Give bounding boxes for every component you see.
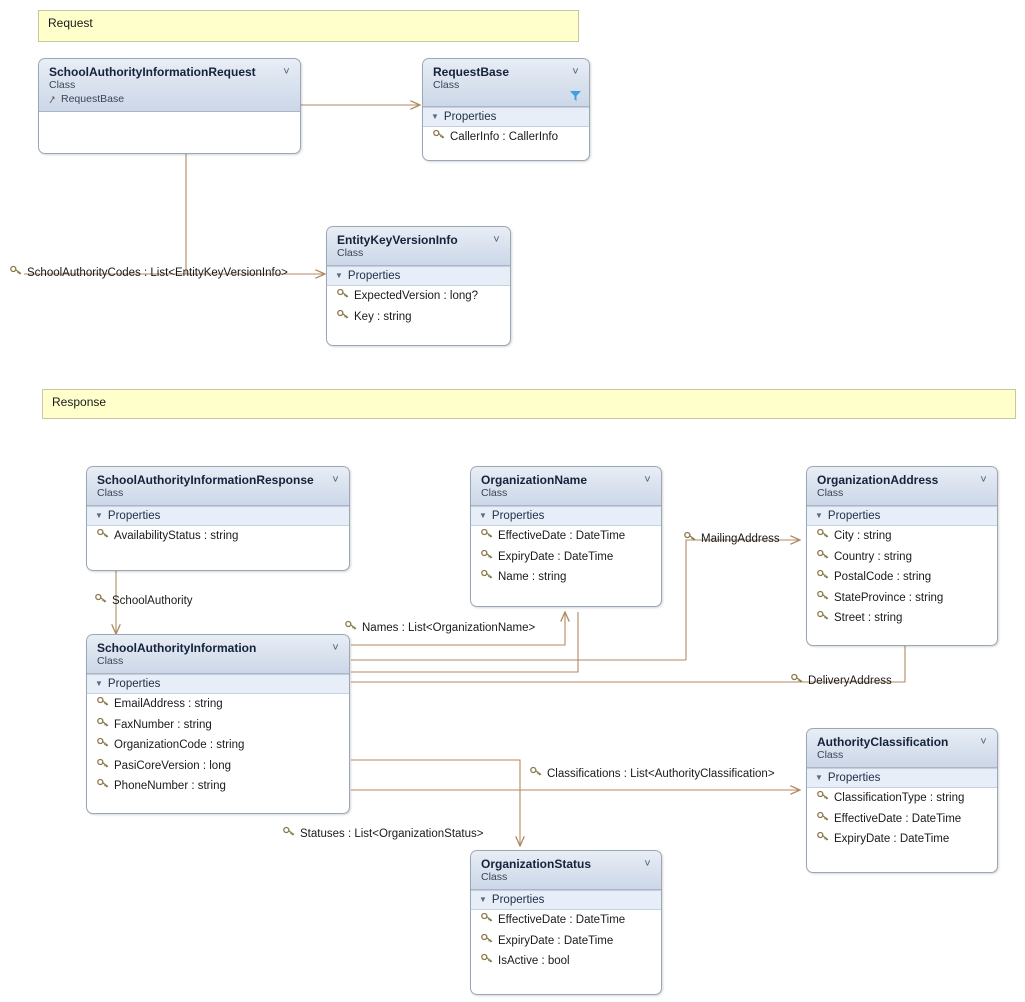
section-properties[interactable] — [327, 266, 510, 286]
collapse-chevron-icon[interactable]: ˅ — [980, 474, 987, 486]
property-key-icon — [817, 527, 834, 546]
member-label: Street : string — [834, 612, 903, 624]
member-row[interactable] — [327, 286, 510, 307]
member-row[interactable] — [807, 547, 997, 568]
section-label: Properties — [827, 510, 881, 522]
class-organizationname[interactable] — [470, 466, 662, 607]
member-row[interactable] — [807, 809, 997, 830]
member-label: Key : string — [354, 310, 412, 323]
class-title: OrganizationName — [481, 473, 588, 487]
property-key-icon — [337, 308, 354, 327]
class-body — [423, 127, 589, 148]
class-header — [423, 59, 589, 107]
class-base-type-label: RequestBase — [61, 93, 125, 105]
member-row[interactable] — [471, 567, 661, 588]
member-label: Country : string — [834, 550, 912, 563]
member-label: City : string — [834, 530, 892, 542]
class-stereotype: Class — [97, 487, 124, 499]
class-body — [87, 694, 349, 797]
collapse-chevron-icon[interactable]: ˅ — [332, 474, 339, 486]
class-stereotype: Class — [433, 79, 460, 91]
member-label: EffectiveDate : DateTime — [498, 914, 626, 926]
class-organizationstatus[interactable] — [470, 850, 662, 995]
section-properties[interactable] — [471, 506, 661, 526]
class-header — [807, 729, 997, 768]
member-row[interactable] — [87, 526, 349, 547]
association-label-schoolauthority[interactable] — [95, 593, 193, 607]
property-key-icon — [817, 568, 834, 587]
class-title: OrganizationAddress — [817, 473, 939, 487]
response-banner — [42, 389, 1016, 419]
member-row[interactable] — [807, 526, 997, 547]
member-row[interactable] — [87, 756, 349, 777]
association-label-classifications[interactable] — [530, 766, 775, 780]
property-key-icon — [481, 911, 498, 930]
property-key-icon — [791, 673, 808, 687]
expander-triangle-icon[interactable]: ▼ — [335, 271, 343, 280]
property-key-icon — [481, 527, 498, 546]
expander-triangle-icon[interactable]: ▼ — [479, 895, 487, 904]
class-organizationaddress[interactable] — [806, 466, 998, 646]
member-row[interactable] — [87, 694, 349, 715]
section-label: Properties — [107, 678, 161, 690]
member-label: StateProvince : string — [834, 591, 944, 604]
member-row[interactable] — [87, 735, 349, 756]
property-key-icon — [97, 527, 114, 546]
association-label-mailingaddress[interactable] — [684, 531, 780, 545]
request-banner-text: Request — [48, 16, 93, 30]
property-key-icon — [817, 548, 834, 567]
section-properties[interactable] — [471, 890, 661, 910]
property-key-icon — [684, 531, 701, 545]
section-label: Properties — [107, 510, 161, 522]
expander-triangle-icon[interactable]: ▼ — [95, 511, 103, 520]
association-label-text: DeliveryAddress — [808, 675, 892, 687]
class-schoolauthorityinformationresponse[interactable] — [86, 466, 350, 571]
member-label: FaxNumber : string — [114, 718, 212, 731]
class-stereotype: Class — [817, 487, 844, 499]
section-label: Properties — [347, 270, 401, 282]
member-row[interactable] — [807, 829, 997, 850]
property-key-icon — [481, 952, 498, 971]
section-properties[interactable] — [423, 107, 589, 127]
member-label: Name : string — [498, 571, 567, 583]
class-stereotype: Class — [49, 79, 76, 91]
expander-triangle-icon[interactable]: ▼ — [815, 511, 823, 520]
class-header — [327, 227, 510, 266]
property-key-icon — [817, 589, 834, 608]
class-title: RequestBase — [433, 65, 510, 79]
class-header — [39, 59, 300, 112]
member-label: AvailabilityStatus : string — [114, 530, 239, 542]
class-header — [87, 635, 349, 674]
class-header — [87, 467, 349, 506]
member-label: ExpiryDate : DateTime — [834, 833, 950, 845]
association-label-schoolauthoritycodes[interactable] — [10, 265, 288, 279]
member-label: EffectiveDate : DateTime — [498, 530, 626, 542]
member-label: PasiCoreVersion : long — [114, 759, 231, 772]
member-row[interactable] — [87, 715, 349, 736]
class-body — [471, 910, 661, 972]
section-label: Properties — [827, 772, 881, 784]
base-class-arrow-icon — [49, 95, 58, 104]
collapse-chevron-icon[interactable]: ˅ — [980, 736, 987, 748]
collapse-chevron-icon[interactable]: ˅ — [644, 858, 651, 870]
class-requestbase[interactable] — [422, 58, 590, 161]
member-row[interactable] — [807, 788, 997, 809]
property-key-icon — [817, 609, 834, 628]
filter-funnel-icon[interactable] — [569, 89, 582, 102]
member-row[interactable] — [87, 776, 349, 797]
class-header — [471, 851, 661, 890]
property-key-icon — [97, 716, 114, 735]
collapse-chevron-icon[interactable]: ˅ — [332, 642, 339, 654]
association-label-names[interactable] — [345, 620, 535, 634]
property-key-icon — [337, 287, 354, 306]
expander-triangle-icon[interactable]: ▼ — [479, 511, 487, 520]
member-row[interactable] — [471, 931, 661, 952]
class-body — [807, 788, 997, 850]
section-label: Properties — [491, 894, 545, 906]
property-key-icon — [97, 757, 114, 776]
association-label-text: SchoolAuthorityCodes : List<EntityKeyVersionInfo> — [27, 267, 288, 279]
member-label: EmailAddress : string — [114, 698, 223, 710]
member-row[interactable] — [423, 127, 589, 148]
member-row[interactable] — [327, 307, 510, 328]
collapse-chevron-icon[interactable]: ˅ — [493, 234, 500, 246]
property-key-icon — [481, 932, 498, 951]
property-key-icon — [817, 810, 834, 829]
association-label-deliveryaddress[interactable] — [791, 673, 892, 687]
member-label: ExpectedVersion : long? — [354, 290, 479, 302]
expander-triangle-icon[interactable]: ▼ — [431, 112, 439, 121]
property-key-icon — [97, 695, 114, 714]
member-row[interactable] — [807, 567, 997, 588]
class-body — [807, 526, 997, 629]
class-title: EntityKeyVersionInfo — [337, 233, 458, 247]
expander-triangle-icon[interactable]: ▼ — [95, 679, 103, 688]
property-key-icon — [95, 593, 112, 607]
member-label: PhoneNumber : string — [114, 780, 226, 792]
property-key-icon — [10, 265, 27, 279]
association-label-text: Names : List<OrganizationName> — [362, 622, 536, 634]
property-key-icon — [283, 826, 300, 840]
class-title: AuthorityClassification — [817, 735, 949, 749]
class-base-type — [49, 92, 292, 106]
section-properties[interactable] — [87, 674, 349, 694]
section-properties[interactable] — [87, 506, 349, 526]
association-label-text: Statuses : List<OrganizationStatus> — [300, 828, 484, 840]
collapse-chevron-icon[interactable]: ˅ — [644, 474, 651, 486]
member-row[interactable] — [807, 608, 997, 629]
property-key-icon — [97, 777, 114, 796]
member-label: PostalCode : string — [834, 571, 932, 583]
property-key-icon — [481, 548, 498, 567]
member-label: ExpiryDate : DateTime — [498, 934, 614, 947]
member-label: CallerInfo : CallerInfo — [450, 131, 559, 143]
class-authorityclassification[interactable] — [806, 728, 998, 873]
member-label: OrganizationCode : string — [114, 739, 245, 751]
class-body — [39, 112, 300, 118]
class-body — [87, 526, 349, 547]
class-header — [471, 467, 661, 506]
section-properties[interactable] — [807, 768, 997, 788]
property-key-icon — [97, 736, 114, 755]
class-title: OrganizationStatus — [481, 857, 592, 871]
association-label-statuses[interactable] — [283, 826, 483, 840]
member-row[interactable] — [471, 910, 661, 931]
section-label: Properties — [491, 510, 545, 522]
association-label-text: Classifications : List<AuthorityClassification> — [547, 768, 775, 780]
section-label: Properties — [443, 111, 497, 123]
property-key-icon — [481, 568, 498, 587]
member-row[interactable] — [471, 547, 661, 568]
class-schoolauthorityinformationrequest[interactable] — [38, 58, 301, 154]
expander-triangle-icon[interactable]: ▼ — [815, 773, 823, 782]
member-label: ClassificationType : string — [834, 792, 965, 804]
class-title: SchoolAuthorityInformation — [97, 641, 257, 655]
property-key-icon — [530, 766, 547, 780]
member-label: IsActive : bool — [498, 955, 570, 967]
class-header — [807, 467, 997, 506]
property-key-icon — [817, 830, 834, 849]
property-key-icon — [345, 620, 362, 634]
class-stereotype: Class — [817, 749, 844, 761]
section-properties[interactable] — [807, 506, 997, 526]
member-row[interactable] — [471, 951, 661, 972]
member-label: EffectiveDate : DateTime — [834, 812, 962, 825]
class-title: SchoolAuthorityInformationResponse — [97, 473, 314, 487]
class-body — [327, 286, 510, 327]
property-key-icon — [433, 128, 450, 147]
class-schoolauthorityinformation[interactable] — [86, 634, 350, 814]
association-label-text: MailingAddress — [701, 533, 780, 545]
class-body — [471, 526, 661, 588]
request-banner — [38, 10, 579, 42]
class-entitykeyversioninfo[interactable] — [326, 226, 511, 346]
response-banner-text: Response — [52, 395, 107, 409]
member-label: ExpiryDate : DateTime — [498, 550, 614, 563]
class-stereotype: Class — [481, 871, 508, 883]
member-row[interactable] — [807, 588, 997, 609]
collapse-chevron-icon[interactable]: ˅ — [283, 66, 290, 78]
class-stereotype: Class — [481, 487, 508, 499]
class-stereotype: Class — [337, 247, 364, 259]
collapse-chevron-icon[interactable]: ˅ — [572, 66, 579, 78]
property-key-icon — [817, 789, 834, 808]
class-stereotype: Class — [97, 655, 124, 667]
member-row[interactable] — [471, 526, 661, 547]
class-title: SchoolAuthorityInformationRequest — [49, 65, 256, 79]
association-label-text: SchoolAuthority — [112, 595, 193, 607]
